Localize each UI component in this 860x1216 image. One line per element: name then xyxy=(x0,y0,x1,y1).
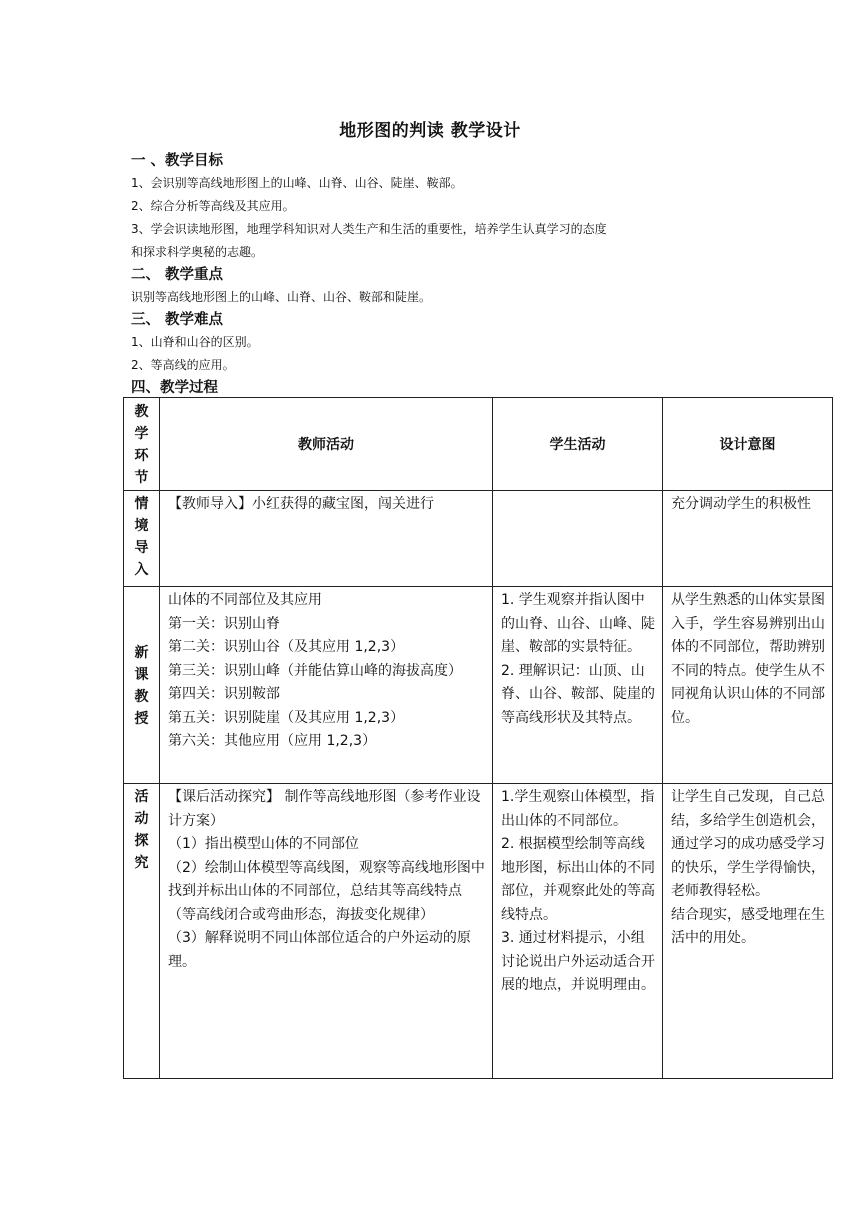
teacher-activity-text: （2）绘制山体模型等高线图，观察等高线地形图中找到并标出山体的不同部位，总结其等高线特点（等高线闭合或弯曲形态，海拔变化规律） xyxy=(168,859,485,923)
teacher-activity-text: （1）指出模型山体的不同部位 xyxy=(168,836,359,852)
teacher-activity-cell xyxy=(160,587,493,784)
teacher-activity-text: 第四关：识别鞍部 xyxy=(168,686,280,702)
header-stage-char: 教 xyxy=(134,404,149,420)
process-table xyxy=(123,397,833,1079)
header-stage-char: 环 xyxy=(134,448,149,464)
header-intent-label: 设计意图 xyxy=(719,437,776,453)
goal-item: 和探求科学奥秘的志趣。 xyxy=(131,245,264,259)
teacher-activity-text: 第六关：其他应用（应用 1,2,3） xyxy=(168,733,377,749)
header-stage-char: 节 xyxy=(134,470,149,486)
stage-char: 探 xyxy=(134,833,149,849)
difficulty-item: 2、等高线的应用。 xyxy=(131,358,235,372)
stage-char: 导 xyxy=(134,540,149,556)
student-activity-cell xyxy=(493,491,663,587)
table-row xyxy=(124,587,833,784)
teacher-activity-text: 第二关：识别山谷（及其应用 1,2,3） xyxy=(168,639,405,655)
stage-char: 境 xyxy=(134,518,149,534)
student-activity-text: 1. 学生观察并指认图中的山脊、山谷、山峰、陡崖、鞍部的实景特征。 xyxy=(501,592,655,655)
stage-char: 究 xyxy=(134,855,149,871)
stage-char: 新 xyxy=(134,645,149,661)
design-intent-text: 让学生自己发现，自己总结，多给学生创造机会，通过学习的成功感受学习的快乐，学生学得愉快，老师教得轻松。 xyxy=(671,789,825,899)
difficulty-item: 1、山脊和山谷的区别。 xyxy=(131,335,259,349)
student-activity-text: 3. 通过材料提示，小组讨论说出户外运动适合开展的地点，并说明理由。 xyxy=(501,930,655,993)
teacher-activity-text: 第一关：识别山脊 xyxy=(168,615,280,632)
table-header-row xyxy=(124,398,833,491)
section-heading-process: 四、教学过程 xyxy=(131,380,218,396)
stage-char: 课 xyxy=(134,667,149,683)
section-heading-key-points: 二、 教学重点 xyxy=(131,267,224,283)
teacher-activity-cell xyxy=(160,491,493,587)
design-intent-text: 充分调动学生的积极性 xyxy=(671,496,811,512)
stage-cell xyxy=(124,491,160,587)
student-activity-text: 1.学生观察山体模型，指出山体的不同部位。 xyxy=(501,789,655,829)
teacher-activity-text: 【课后活动探究】 制作等高线地形图（参考作业设计方案） xyxy=(168,789,481,829)
teacher-activity-cell xyxy=(160,784,493,1079)
teacher-activity-text: （3）解释说明不同山体部位适合的户外运动的原理。 xyxy=(168,930,471,970)
goal-item: 3、学会识读地形图，地理学科知识对人类生产和生活的重要性，培养学生认真学习的态度 xyxy=(131,222,607,236)
header-stage-cell xyxy=(124,398,160,491)
student-activity-text: 2. 理解识记：山顶、山脊、山谷、鞍部、陡崖的等高线形状及其特点。 xyxy=(501,662,655,726)
header-teacher-cell xyxy=(160,398,493,491)
design-intent-text: 从学生熟悉的山体实景图入手，学生容易辨别出山体的不同部位，帮助辨别不同的特点。使学生从不同视角认识山体的不同部位。 xyxy=(671,592,825,726)
teacher-activity-text: 【教师导入】小红获得的藏宝图，闯关进行 xyxy=(168,496,434,512)
table-row xyxy=(124,784,833,1079)
student-activity-cell xyxy=(493,784,663,1079)
design-intent-cell xyxy=(663,491,833,587)
stage-cell xyxy=(124,587,160,784)
goal-item: 2、综合分析等高线及其应用。 xyxy=(131,199,295,213)
header-student-cell xyxy=(493,398,663,491)
process-table-wrapper xyxy=(123,397,832,1079)
section-heading-difficulties: 三、 教学难点 xyxy=(131,312,224,328)
document-title: 地形图的判读 教学设计 xyxy=(339,121,521,141)
stage-char: 授 xyxy=(134,711,149,727)
teacher-activity-text: 第五关：识别陡崖（及其应用 1,2,3） xyxy=(168,709,405,726)
teacher-activity-text: 第三关：识别山峰（并能估算山峰的海拔高度） xyxy=(168,662,462,679)
goal-item: 1、会识别等高线地形图上的山峰、山脊、山谷、陡崖、鞍部。 xyxy=(131,176,463,190)
section-heading-goals: 一 、教学目标 xyxy=(131,153,224,169)
design-intent-text: 结合现实，感受地理在生活中的用处。 xyxy=(671,906,825,946)
design-intent-cell xyxy=(663,587,833,784)
stage-cell xyxy=(124,784,160,1079)
table-row xyxy=(124,491,833,587)
stage-char: 活 xyxy=(134,789,149,805)
stage-char: 教 xyxy=(134,689,149,705)
teacher-activity-text: 山体的不同部位及其应用 xyxy=(168,592,322,608)
student-activity-text: 2. 根据模型绘制等高线地形图，标出山体的不同部位，并观察此处的等高线特点。 xyxy=(501,836,655,923)
stage-char: 入 xyxy=(134,562,149,578)
student-activity-cell xyxy=(493,587,663,784)
key-point-item: 识别等高线地形图上的山峰、山脊、山谷、鞍部和陡崖。 xyxy=(131,290,432,304)
stage-char: 动 xyxy=(134,811,149,827)
document-body xyxy=(131,150,771,399)
header-stage-char: 学 xyxy=(134,426,149,442)
header-teacher-label: 教师活动 xyxy=(298,437,354,453)
header-intent-cell xyxy=(663,398,833,491)
design-intent-cell xyxy=(663,784,833,1079)
header-student-label: 学生活动 xyxy=(549,437,606,453)
stage-char: 情 xyxy=(134,496,149,512)
